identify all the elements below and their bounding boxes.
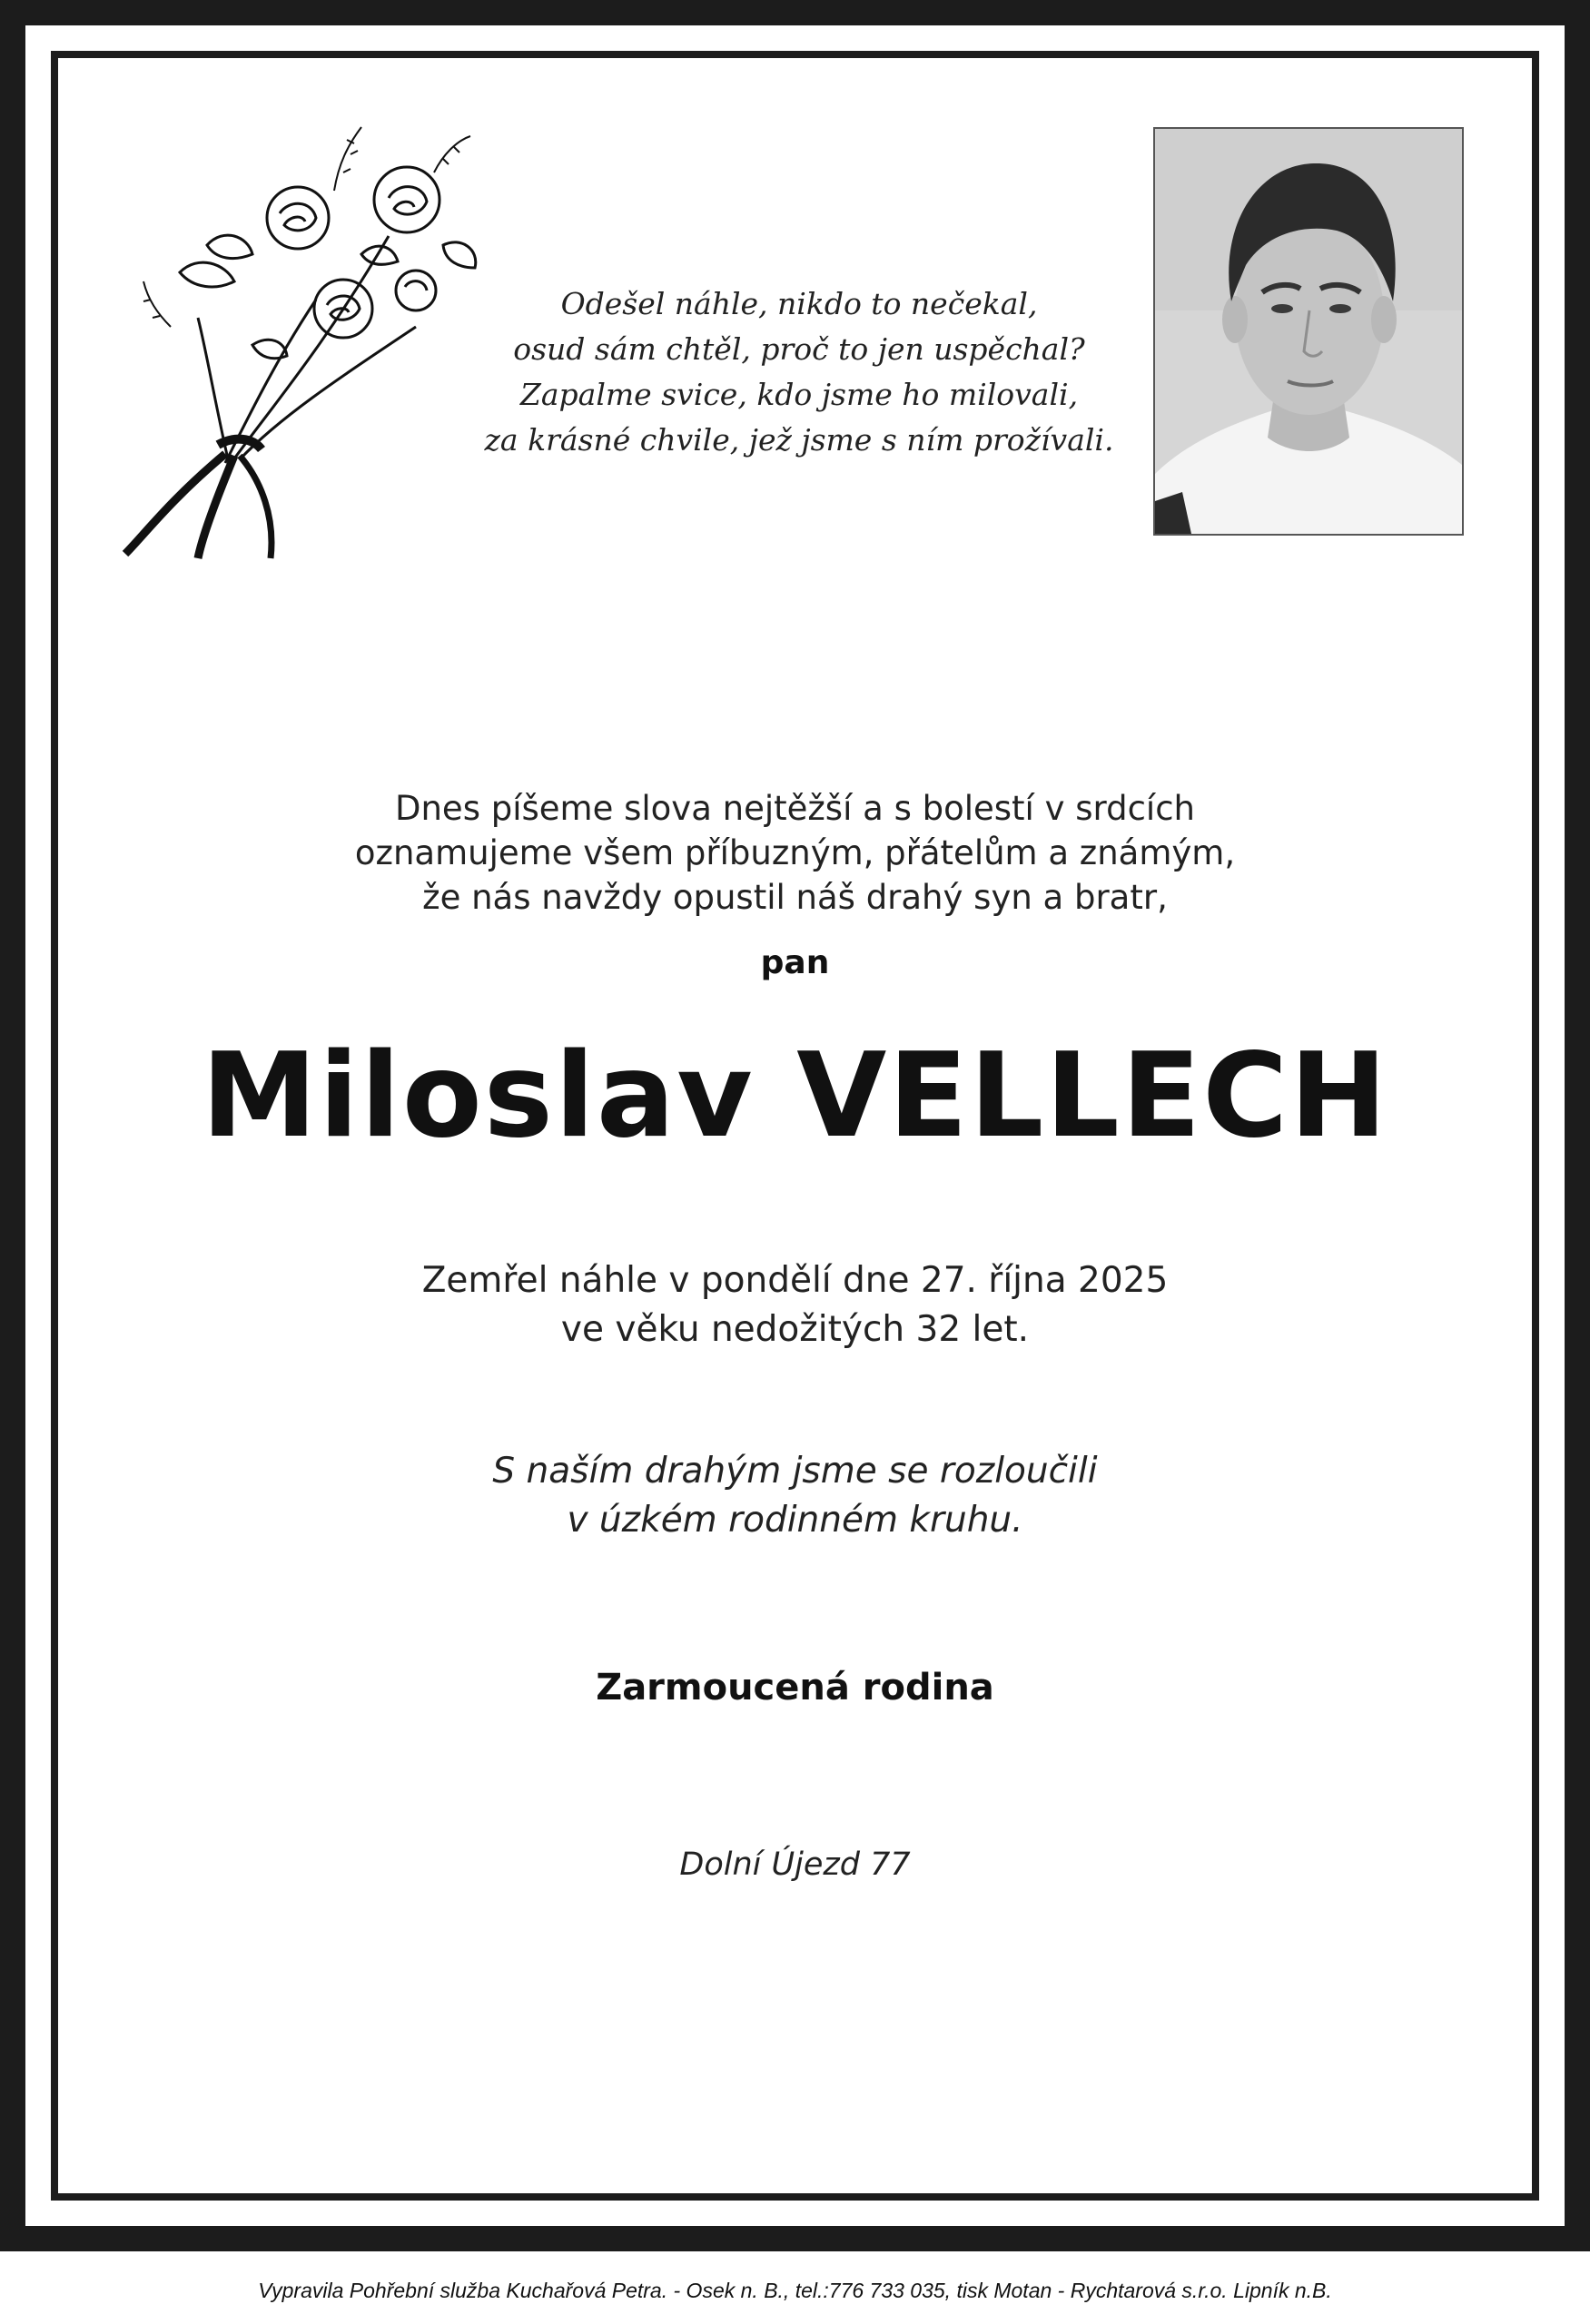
farewell-line: S naším drahým jsme se rozloučili bbox=[492, 1451, 1098, 1492]
memorial-poem bbox=[472, 281, 1126, 463]
death-line: Zemřel náhle v pondělí dne 27. října 2025 bbox=[421, 1260, 1169, 1301]
announcement-line: oznamujeme všem příbuzným, přátelům a známým, bbox=[354, 833, 1236, 872]
funeral-service-footer: Vypravila Pohřební služba Kuchařová Petra. - Osek n. B., tel.:776 733 035, tisk Motan - Rychtarová s.r.o. Lipník n.B. bbox=[258, 2279, 1332, 2302]
farewell-note bbox=[58, 1447, 1532, 1545]
poem-line: Odešel náhle, nikdo to nečekal, bbox=[560, 286, 1038, 321]
rose-bouquet-icon bbox=[116, 118, 489, 563]
death-line: ve věku nedožitých 32 let. bbox=[560, 1309, 1030, 1350]
family-address: Dolní Újezd 77 bbox=[679, 1846, 911, 1883]
honorific-title: pan bbox=[760, 944, 830, 981]
farewell-line: v úzkém rodinném kruhu. bbox=[567, 1500, 1023, 1541]
announcement-text bbox=[58, 786, 1532, 920]
announcement-line: že nás navždy opustil náš drahý syn a bratr, bbox=[422, 878, 1168, 917]
announcement-line: Dnes píšeme slova nejtěžší a s bolestí v srdcích bbox=[394, 789, 1195, 828]
deceased-name: Miloslav VELLECH bbox=[201, 1029, 1389, 1164]
mourning-family: Zarmoucená rodina bbox=[596, 1667, 994, 1709]
poem-line: za krásné chvile, jež jsme s ním prožívali. bbox=[484, 422, 1114, 458]
death-details bbox=[58, 1256, 1532, 1354]
poem-line: Zapalme svice, kdo jsme ho milovali, bbox=[519, 377, 1079, 412]
portrait-photo bbox=[1153, 127, 1464, 536]
poem-line: osud sám chtěl, proč to jen uspěchal? bbox=[513, 331, 1085, 367]
